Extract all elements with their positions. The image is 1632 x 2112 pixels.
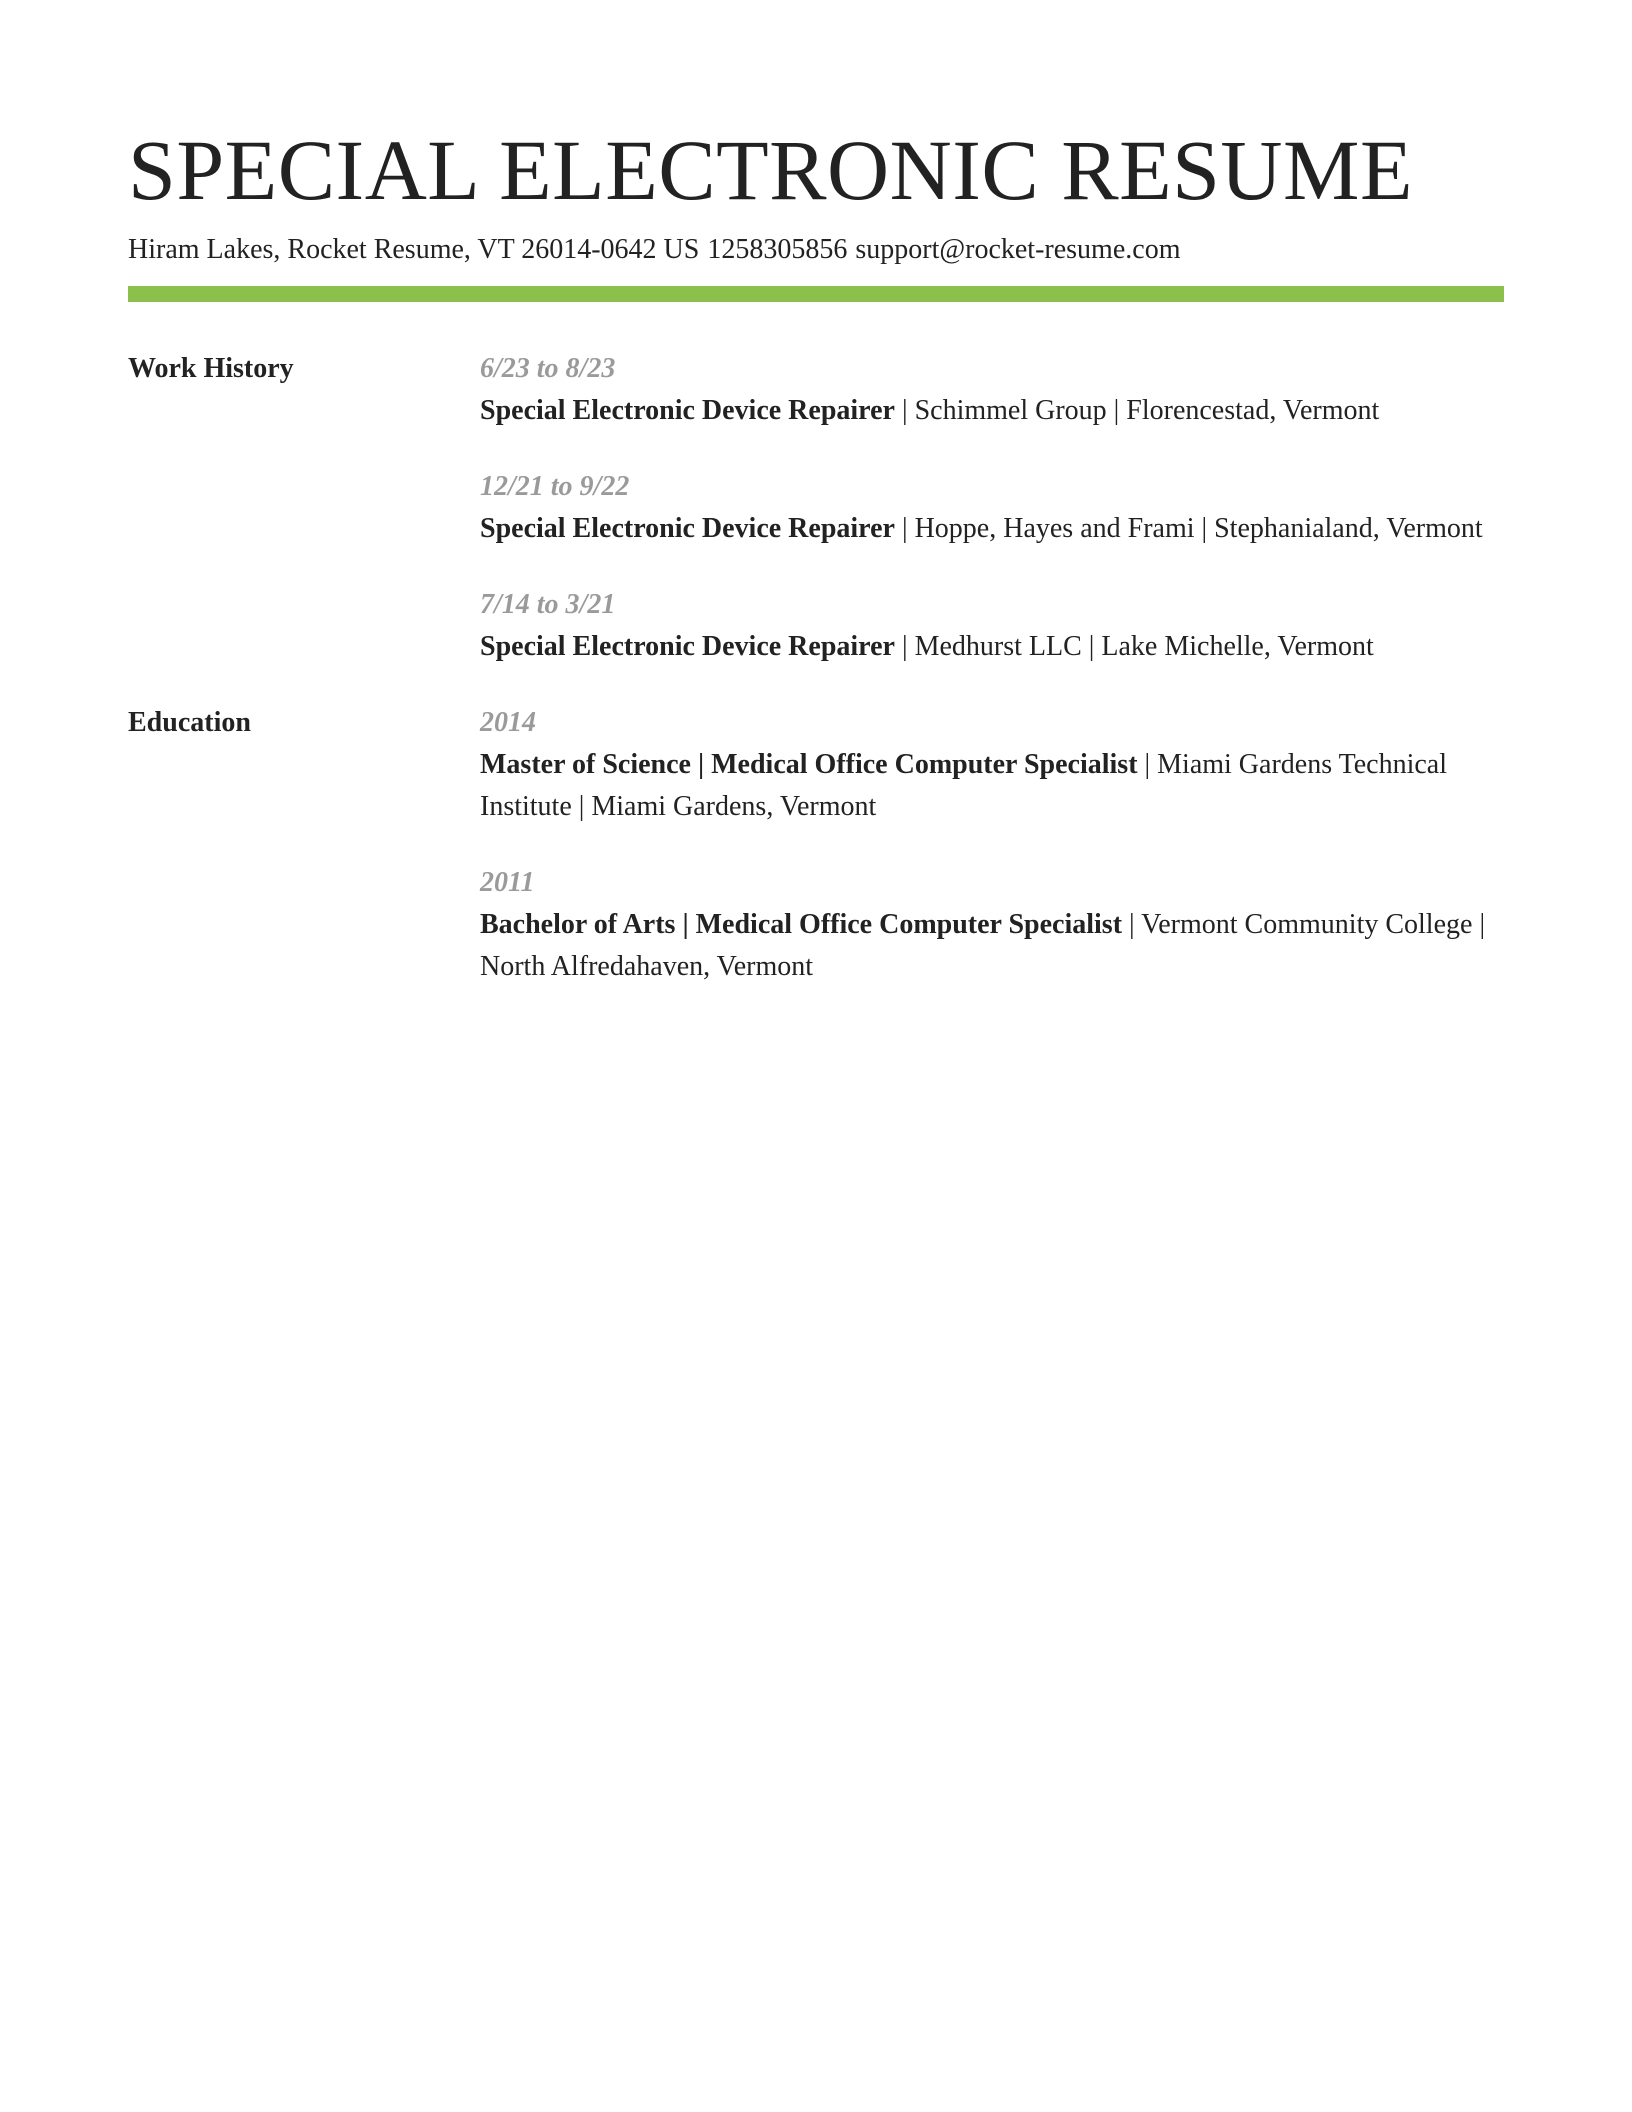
entry-body — [480, 508, 1504, 550]
header-divider — [128, 286, 1504, 302]
entry-date: 7/14 to 3/21 — [480, 589, 616, 620]
education-section — [128, 702, 1504, 988]
entry-date: 6/23 to 8/23 — [480, 353, 616, 384]
section-label-education: Education — [128, 707, 251, 738]
entry-body — [480, 744, 1504, 828]
education-entries — [480, 702, 1504, 988]
entry-title: Master of Science | Medical Office Computer Specialist — [480, 749, 1138, 780]
contact-email: support@rocket-resume.com — [855, 234, 1181, 265]
entry-details: | Miami Gardens Technical Institute | Miami Gardens, Vermont — [480, 749, 1448, 822]
entry-body — [480, 390, 1504, 432]
entry-title: Bachelor of Arts | Medical Office Computer Specialist — [480, 909, 1123, 940]
contact-address: Hiram Lakes, Rocket Resume, VT 26014-0642 US — [128, 234, 700, 265]
education-entry — [480, 702, 1504, 828]
section-label-work-history: Work History — [128, 353, 294, 384]
entry-details: | Schimmel Group | Florencestad, Vermont — [894, 395, 1380, 426]
education-entry — [480, 862, 1504, 988]
entry-date: 12/21 to 9/22 — [480, 471, 630, 502]
entry-details: | Hoppe, Hayes and Frami | Stephanialand, Vermont — [894, 513, 1483, 544]
entry-details: | Vermont Community College | North Alfredahaven, Vermont — [480, 909, 1486, 982]
work-history-section — [128, 348, 1504, 668]
entry-date: 2014 — [480, 707, 536, 738]
entry-title: Special Electronic Device Repairer — [480, 513, 895, 544]
entry-body — [480, 626, 1504, 668]
work-entry — [480, 466, 1504, 550]
contact-phone: 1258305856 — [707, 234, 848, 265]
resume-title: SPECIAL ELECTRONIC RESUME — [128, 122, 1414, 218]
entry-title: Special Electronic Device Repairer — [480, 631, 895, 662]
entry-body — [480, 904, 1504, 988]
entry-title: Special Electronic Device Repairer — [480, 395, 895, 426]
entry-date: 2011 — [480, 867, 535, 898]
resume-page — [128, 118, 1504, 988]
work-entry — [480, 584, 1504, 668]
work-history-entries — [480, 348, 1504, 668]
contact-line — [128, 232, 1504, 268]
entry-details: | Medhurst LLC | Lake Michelle, Vermont — [894, 631, 1374, 662]
work-entry — [480, 348, 1504, 432]
